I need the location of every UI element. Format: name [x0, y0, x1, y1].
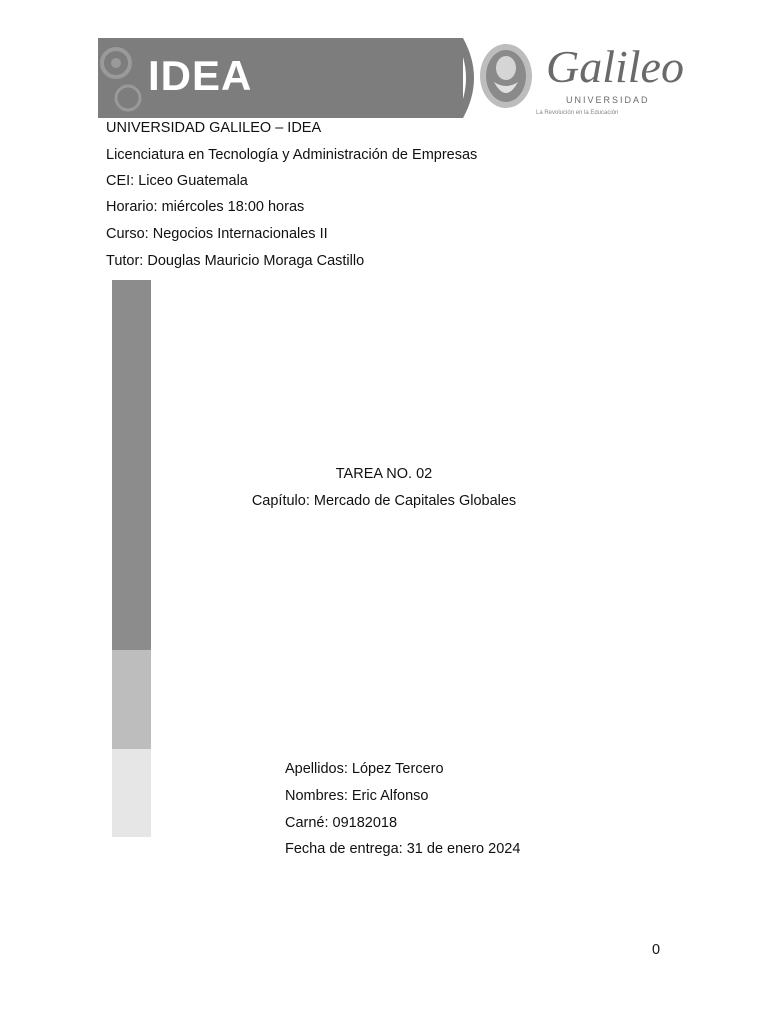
assignment-title: TAREA NO. 02 [335, 466, 433, 482]
course-line: Curso: Negocios Internacionales II [106, 226, 328, 242]
decor-bar-mid [112, 650, 151, 749]
cei-line: CEI: Liceo Guatemala [106, 173, 248, 189]
student-names: Nombres: Eric Alfonso [285, 788, 429, 804]
student-id: Carné: 09182018 [285, 815, 398, 831]
logo-tagline: La Revolución en la Educación [536, 110, 619, 116]
logo-wordmark: Galileo [546, 41, 684, 92]
schedule-line: Horario: miércoles 18:00 horas [106, 199, 305, 215]
assignment-chapter: Capítulo: Mercado de Capitales Globales [251, 493, 517, 509]
idea-banner [98, 38, 463, 118]
program-line: Licenciatura en Tecnología y Administración de Empresas [106, 147, 478, 163]
student-surnames: Apellidos: López Tercero [285, 761, 444, 777]
decor-bar-dark [112, 280, 151, 650]
page-number: 0 [652, 942, 661, 958]
logo-subtitle: UNIVERSIDAD [566, 95, 650, 105]
decor-bar-light [112, 749, 151, 837]
tutor-line: Tutor: Douglas Mauricio Moraga Castillo [106, 253, 365, 269]
banner-title: IDEA [148, 52, 253, 99]
university-line: UNIVERSIDAD GALILEO – IDEA [106, 120, 322, 136]
due-date: Fecha de entrega: 31 de enero 2024 [285, 841, 521, 857]
